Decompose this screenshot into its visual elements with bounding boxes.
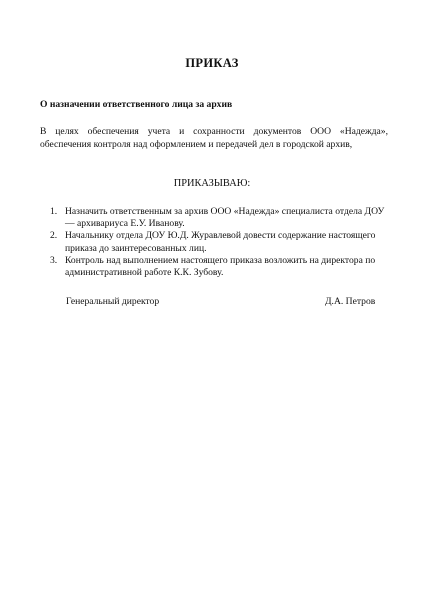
signatory-role: Генеральный директор bbox=[66, 296, 160, 307]
order-point-number: 1. bbox=[50, 206, 58, 217]
order-point-number: 2. bbox=[50, 230, 58, 242]
order-point bbox=[40, 230, 388, 254]
order-heading: ПРИКАЗЫВАЮ: bbox=[173, 178, 251, 189]
order-point-text: Контроль над выполнением настоящего приказа возложить на директора по административной работе К.К. Зубову. bbox=[65, 254, 376, 279]
signatory-name: Д.А. Петров bbox=[325, 296, 376, 307]
document-preamble: В целях обеспечения учета и сохранности документов ООО «Надежда», обеспечения контроля над оформлением и передачей дел в городской архив, bbox=[40, 126, 388, 150]
order-point-text: Назначить ответственным за архив ООО «Надежда» специалиста отдела ДОУ — архивариуса Е.У. Иванову. bbox=[65, 206, 385, 230]
order-points-list bbox=[40, 206, 388, 279]
document-subject: О назначении ответственного лица за архив bbox=[40, 99, 233, 110]
document-title: ПРИКАЗ bbox=[185, 56, 239, 70]
order-point bbox=[40, 255, 388, 279]
order-point-number: 3. bbox=[50, 254, 58, 266]
order-point bbox=[40, 206, 388, 230]
order-point-text: Начальнику отдела ДОУ Ю.Д. Журавлевой довести содержание настоящего приказа до заинтересованных лиц. bbox=[65, 230, 376, 254]
